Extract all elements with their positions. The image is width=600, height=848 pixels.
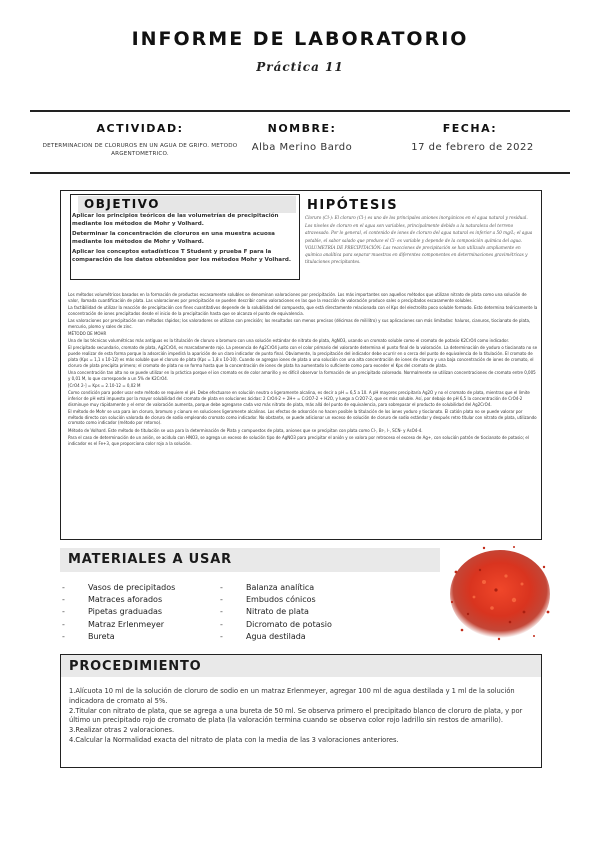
materiales-list-1: [62, 582, 175, 643]
actividad-label: ACTIVIDAD:: [96, 122, 184, 135]
procedure-step: 4.Calcular la Normalidad exacta del nitrato de plata con la media de las 3 valoraciones anteriores.: [69, 735, 399, 744]
material-item: - Bureta: [62, 631, 115, 641]
procedure-step: 1.Alícuota 10 ml de la solución de cloruro de sodio en un matraz Erlenmeyer, agregar 100 ml de agua destilada y 1 ml de la solución indicadora de cromato al 5%.: [69, 687, 515, 705]
material-item: - Agua destilada: [220, 631, 306, 641]
intro-paragraph: El precipitado secundario, cromato de plata, Ag2CrO4, es marcadamente rojo. La presencia de Ag2CrO4 junto con el color primario del valorante determina el punto final de la valoración. La determinación de yoduro o tiocianato no se puede realizar de esta forma porque la adsorción impedirá la aparición de un claro indicador de punto final. Obviamente, la precipitación del indicador debe ocurrir en o cerca del punto de equivalencia de la titulación. El cromato de plata (Kps = 1,1 x 10-12) es más soluble que el cloruro de plata (Kps = 1,8 x 10-10). Cuando se agregan iones de plata a una solución con una alta concentración de iones de cloruro y una baja concentración de iones de cromato, el cloruro de plata precipita primero; el cromato de plata no se forma hasta que la concentración de iones de plata ha aumentado lo suficiente como para exceder el Kps del cromato de plata.: [68, 345, 538, 368]
procedure-step: 2.Titular con nitrato de plata, que se agrega a una bureta de 50 ml. Se observa primero el precipitado blanco de cloruro de plata, y por último un precipitado rojo de cromato de plata (la valoración termina cuando se observa color rojo ladrillo sin restos de amarillo).: [69, 706, 523, 725]
actividad-value: DETERMINACION DE CLORUROS EN UN AGUA DE GRIFO. METODO ARGENTOMETRICO.: [42, 143, 238, 157]
nombre-value: Alba Merino Bardo: [251, 142, 353, 153]
procedimiento-title: PROCEDIMIENTO: [61, 655, 541, 677]
materiales-title: MATERIALES A USAR: [60, 548, 440, 572]
material-item: - Balanza analítica: [220, 583, 315, 592]
potassium-dichromate-powder-image: [444, 542, 554, 642]
top-divider: [30, 110, 570, 112]
formula-line: [CrO4 2-] = Kps = 2.10-12 = 0,02 M: [68, 382, 141, 388]
material-item: - Vasos de precipitados: [62, 583, 176, 592]
material-item: - Matraz Erlenmeyer: [62, 619, 165, 629]
intro-paragraph: Para el caso de determinación de un anión, se acidula con HNO3, se agrega un exceso de solución tipo de AgNO3 para precipitar el anión y se valora por retroceso el exceso de Ag+, con solución patrón de tiocianato de potasio; el indicador es el Fe+3, que proporciona color rojo a la solución.: [68, 434, 529, 446]
intro-paragraph: Una concentración tan alta no se puede utilizar en la práctica porque el ion cromato es de color amarillo y es difícil observar la formación de un precipitado coloreado. Normalmente se utilizan concentraciones de cromato entre 0,005 y 0,01 M, lo que corresponde a un 5% de K2CrO4.: [68, 369, 536, 381]
intro-paragraph: El método de Mohr se usa para ion cloruro, bromuro y cianuro en soluciones ligeramente alcalinas. Los efectos de adsorción no hacen posible la titulación de los iones yoduro y tiocianato. El catión plata no se puede valorar por método directo con solución valorada de cloruro de sodio empleando cromato como indicador. No obstante, se puede adicionar un exceso de solución de cloruro de sodio estándar y después retro titular con nitrato de plata, utilizando cromato como indicador (método por retorno).: [68, 408, 537, 426]
objetivo-item: Aplicar los conceptos estadísticos T Student y prueba F para la comparación de los datos obtenidos por los métodos Mohr y Volhard.: [72, 248, 291, 264]
hipotesis-title: HIPÓTESIS: [307, 198, 399, 213]
nombre-label: NOMBRE:: [267, 122, 337, 135]
materiales-list-2: [220, 582, 332, 643]
objetivo-list: [72, 212, 302, 265]
hipotesis-text: [305, 214, 535, 266]
intro-paragraph: Las valoraciones por precipitación son métodos rápidos; los valoradores se utilizan con precisión; los resultados son menos precisos (décimas de mililitro) y sus aplicaciones son más limitadas: haluros, cianuros, tiocianato de plata, mercurio, plomo y sales de zinc.: [68, 317, 531, 329]
intro-text: [68, 292, 538, 448]
intro-paragraph: Como condición para poder usar este método se requiere el pH. Debe efectuarse en solución neutra o ligeramente alcalina, es decir a pH = 6,5 a 10. A pH mayores precipitaría Ag2O y no el cromato de plata, mientras que el límite inferior de pH está impuesto por la mayor solubilidad del cromato de plata en soluciones ácidas: 2 CrO4-2 + 2H+ = Cr2O7-2 + H2O, y luego a Cr2O7-2, que es más soluble. Así, por debajo de pH 6,5 la concentración de CrO4-2 disminuye muy rápidamente y el error de valoración aumenta, porque debe agregarse cada vez más nitrato de plata, más allá del punto de equivalencia, para sobrepasar el producto de solubilidad del Ag2CrO4.: [68, 390, 530, 407]
intro-paragraph: Los métodos volumétricos basados en la formación de productos escasamente solubles se denominan valoraciones por precipitación. Los más importantes son aquellos métodos que utilizan nitrato de plata como una solución de valor, llamada cuantificación de plata. Las valoraciones por precipitación se pueden describir como valoraciones en las que la reacción de valoración produce sales o precipitados escasamente solubles.: [68, 292, 527, 303]
material-item: - Nitrato de plata: [220, 607, 309, 617]
intro-paragraph: La factibilidad de utilizar la reacción de precipitación con fines cuantitativos depende de la solubilidad del compuesto, que está directamente relacionada con el Kps del electrolito poco soluble formado. Esto determina teóricamente la concentración de iones precipitados desde el inicio de la precipitación hasta que se alcanza el punto de equivalencia.: [68, 304, 538, 316]
report-title: INFORME DE LABORATORIO: [131, 28, 469, 50]
procedure-step: 3.Realizar otras 2 valoraciones.: [69, 726, 175, 735]
practice-subtitle: Práctica 11: [256, 60, 344, 74]
fecha-value: 17 de febrero de 2022: [411, 142, 534, 153]
procedimiento-box: [60, 654, 542, 768]
procedimiento-steps: [69, 687, 539, 746]
material-item: - Dicromato de potasio: [220, 619, 332, 629]
info-divider: [30, 172, 570, 174]
intro-paragraph: Método de Volhard. Este método de titulación se usa para la determinación de Plata y compuestos de plata, aniones que se precipitan con plata como Cl-, Br-, I-, SCN- y AsO4-4.: [68, 427, 423, 433]
material-item: - Pipetas graduadas: [62, 607, 163, 617]
material-item: - Embudos cónicos: [220, 595, 316, 605]
hipotesis-paragraph: Cloruro (Cl-): El cloruro (Cl-) es uno de los principales aniones inorgánicos en el agua natural y residual.: [305, 215, 528, 220]
hipotesis-paragraph: Los niveles de cloruro en el agua son variables, principalmente debido a la naturaleza del terreno atravesado. Por lo general, el contenido de iones de cloruro del agua natural es inferior a 50 mg/L; el agua potable, el sabor salado que produce el Cl- es variable y depende de la composición química del agua. VOLUMETRÍA DE PRECIPITACIÓN: Las reacciones de precipitación se han utilizado ampliamente en química analítica para separar muestras en diferentes componentes en determinaciones gravimétricas y titulaciones precipitantes.: [305, 223, 533, 265]
fecha-label: FECHA:: [442, 122, 498, 135]
objetivo-title: OBJETIVO: [78, 196, 296, 213]
material-item: - Matraces aforados: [62, 595, 163, 605]
objetivo-item: Determinar la concentración de cloruros en una muestra acuosa mediante los métodos de Mohr y Volhard.: [72, 230, 275, 246]
method-heading: MÉTODO DE MOHR: [68, 330, 107, 336]
objetivo-item: Aplicar los principios teóricos de las volumetrías de precipitación mediante los métodos de Mohr y Volhard.: [72, 213, 279, 228]
intro-paragraph: Una de las técnicas volumétricas más antiguas es la titulación de cloruro o bromuro con una solución estándar de nitrato de plata, AgNO3, usando un cromato soluble como el cromato de potasio K2CrO4 como indicador.: [68, 338, 510, 344]
